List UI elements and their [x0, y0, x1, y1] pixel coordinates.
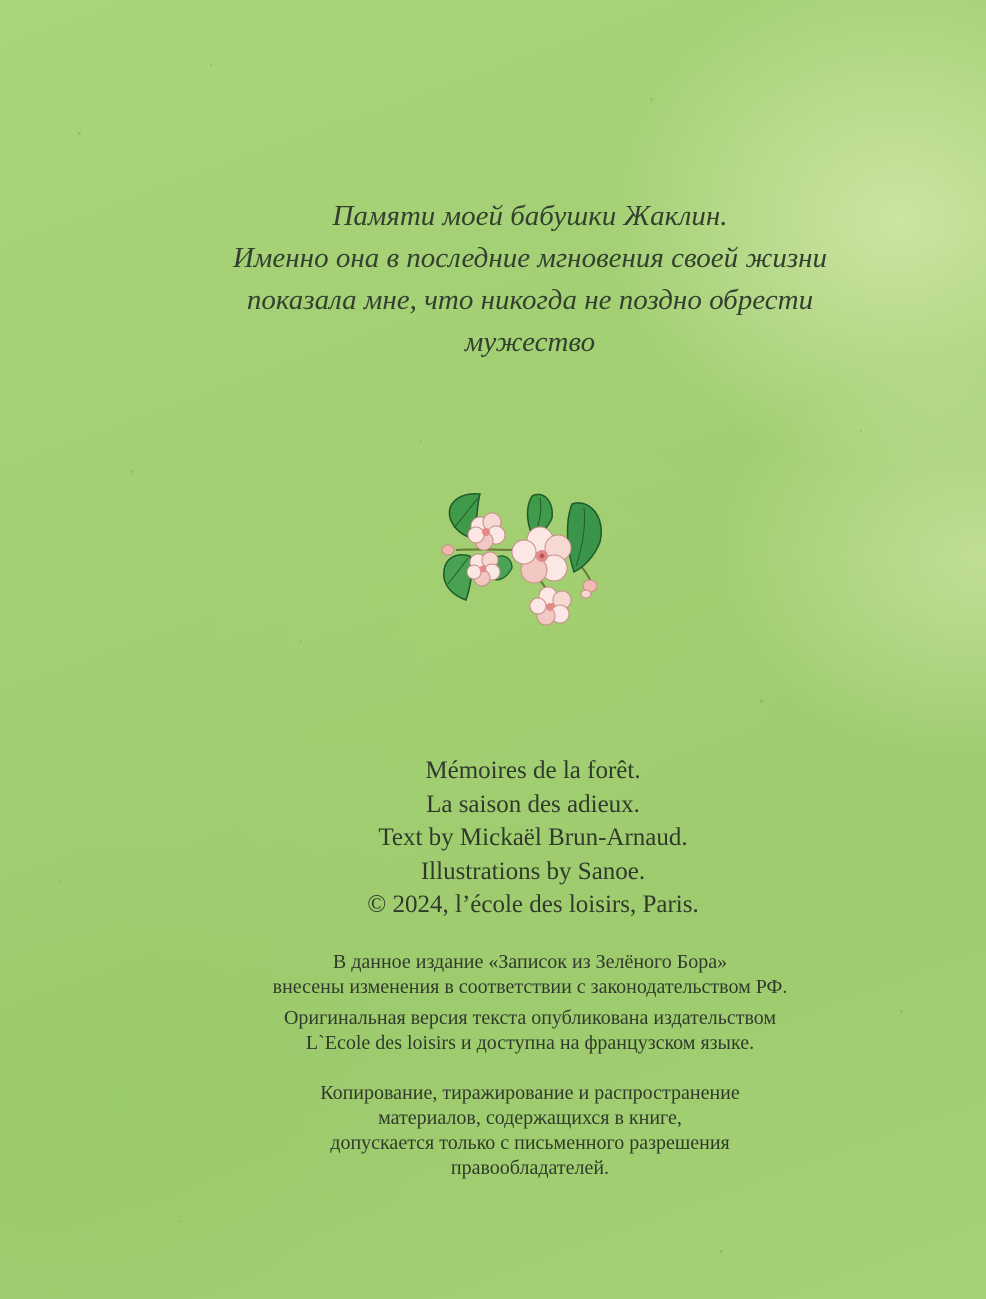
leaf-icon [568, 503, 602, 572]
texture-speck [860, 430, 862, 432]
credit-line: Text by Mickaël Brun-Arnaud. [378, 824, 688, 851]
blossom-icon [467, 552, 500, 586]
notice-line: Копирование, тиражирование и распространение [320, 1082, 740, 1104]
notice-line: внесены изменения в соответствии с законодательством РФ. [272, 976, 788, 998]
notice-line: L`Ecole des loisirs и доступна на французском языке. [305, 1032, 755, 1054]
bud-icon [581, 580, 597, 598]
dedication-line: Именно она в последние мгновения своей жизни [232, 242, 828, 274]
notice-line: В данное издание «Записок из Зелёного Бора» [332, 951, 728, 973]
credit-line: Illustrations by Sanoe. [420, 857, 646, 885]
texture-speck [300, 640, 302, 642]
apple-blossom-branch-icon [436, 488, 608, 630]
texture-speck [760, 700, 763, 703]
dedication-line: Памяти моей бабушки Жаклин. [332, 200, 728, 232]
notice-line: правообладателей. [450, 1157, 610, 1179]
original-version-notice [0, 1006, 986, 1056]
notice-line: материалов, содержащихся в книге, [378, 1107, 682, 1129]
credit-line: La saison des adieux. [426, 790, 640, 818]
leaf-icon [444, 555, 472, 600]
dedication [0, 195, 986, 363]
texture-speck [130, 470, 133, 473]
texture-speck [650, 98, 653, 101]
credits [0, 754, 986, 922]
edition-notice [0, 950, 986, 1000]
notice-line: Оригинальная версия текста опубликована издательством [283, 1007, 777, 1029]
bud-icon [442, 545, 454, 555]
texture-speck [180, 1220, 182, 1222]
texture-speck [210, 64, 212, 66]
dedication-line: мужество [464, 326, 596, 358]
texture-speck [420, 440, 422, 442]
blossom-icon [530, 587, 571, 625]
texture-speck [78, 132, 81, 135]
blossom-icon [512, 527, 571, 583]
credit-line: Mémoires de la forêt. [425, 757, 641, 784]
texture-speck [720, 1250, 723, 1253]
dedication-line: показала мне, что никогда не поздно обрести [246, 284, 814, 316]
credit-line: © 2024, l’école des loisirs, Paris. [367, 891, 699, 918]
copyright-notice [0, 1081, 986, 1181]
notice-line: допускается только с письменного разрешения [330, 1132, 730, 1154]
